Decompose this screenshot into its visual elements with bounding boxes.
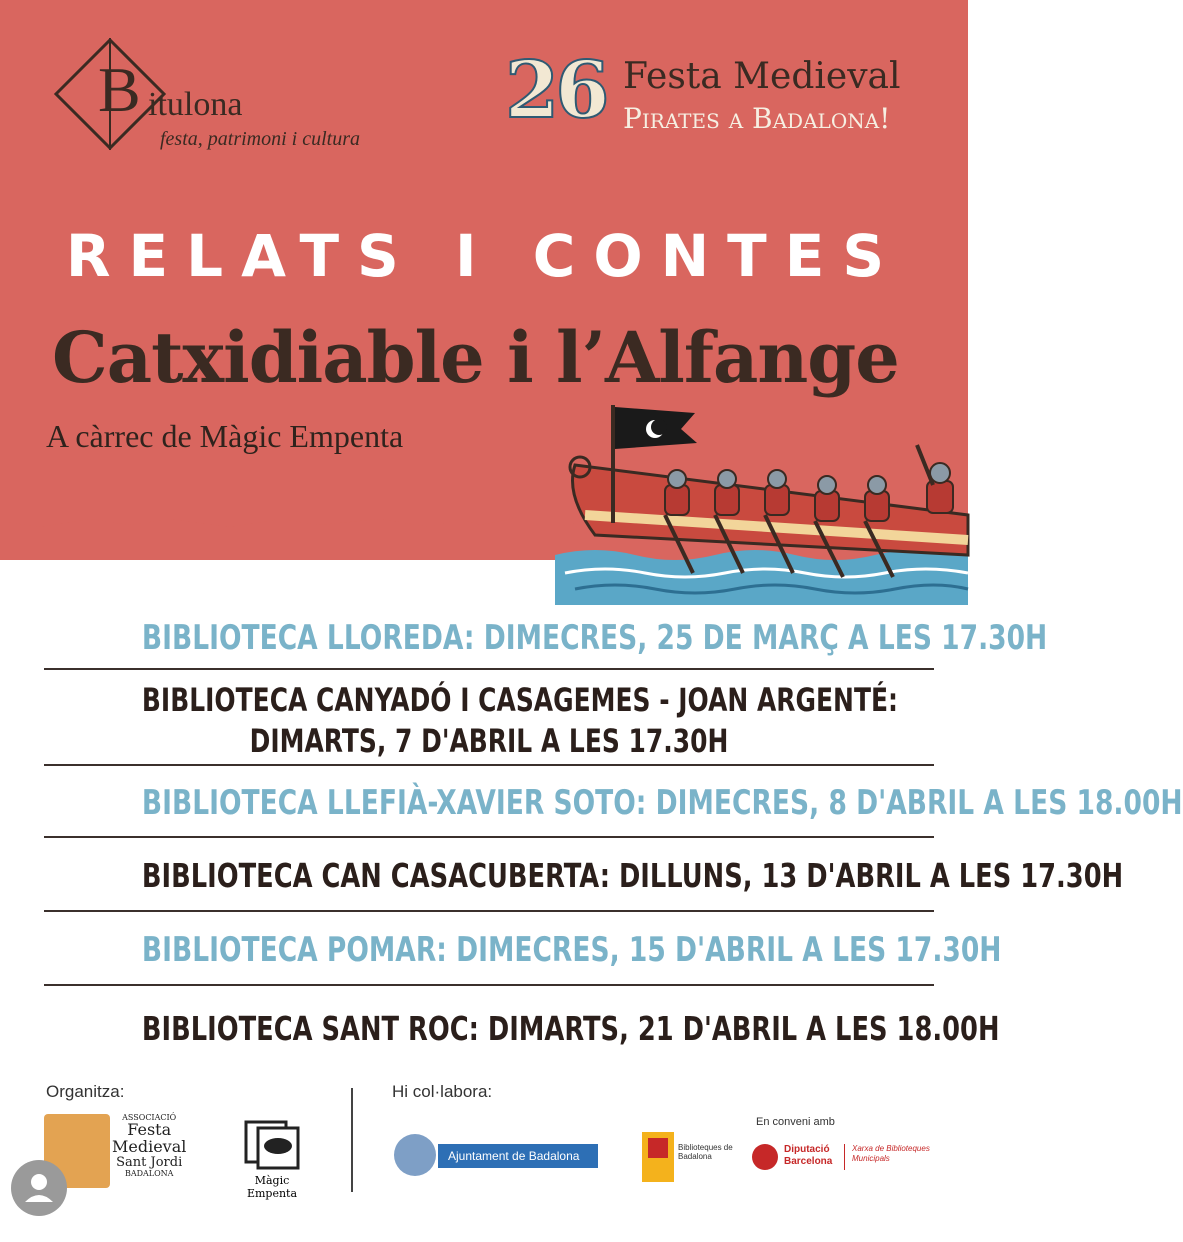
diputacio-logo xyxy=(752,1142,952,1178)
xarxa-name: Xarxa de Biblioteques Municipals xyxy=(852,1144,930,1163)
water-waves xyxy=(555,550,968,605)
badalona-seal-icon xyxy=(394,1134,436,1176)
biblioteques-name: Biblioteques de Badalona xyxy=(678,1143,733,1161)
footer-divider xyxy=(351,1088,353,1192)
user-avatar-icon[interactable] xyxy=(11,1160,67,1216)
schedule-line: BIBLIOTECA SANT ROC: DIMARTS, 21 D'ABRIL A LES 18.00H xyxy=(141,1009,1000,1048)
schedule-item xyxy=(44,912,1002,984)
schedule-item xyxy=(44,986,1000,1068)
assoc-line: Sant Jordi xyxy=(116,1154,183,1170)
magic-empenta-name: Màgic Empenta xyxy=(246,1174,298,1200)
magic-empenta-logo xyxy=(232,1118,312,1200)
schedule-item xyxy=(44,766,1183,836)
organitza-label: Organitza: xyxy=(46,1082,125,1101)
assoc-line: Festa xyxy=(127,1120,172,1140)
assoc-line: Medieval xyxy=(112,1137,187,1157)
pirate-boat-illustration xyxy=(555,405,968,605)
assoc-line: BADALONA xyxy=(124,1168,174,1178)
collabora-label: Hi col·labora: xyxy=(392,1082,493,1101)
schedule-list xyxy=(44,612,1183,1068)
poster-byline: A càrrec de Màgic Empenta xyxy=(46,418,404,454)
diputacio-name: Diputació Barcelona xyxy=(784,1144,833,1167)
biblioteques-badalona-logo xyxy=(642,1132,732,1182)
schedule-line: BIBLIOTECA POMAR: DIMECRES, 15 D'ABRIL A LES 17.30H xyxy=(141,930,1002,970)
bitulona-tagline: festa, patrimoni i cultura xyxy=(160,128,360,150)
schedule-line: BIBLIOTECA CAN CASACUBERTA: DILLUNS, 13 D'ABRIL A LES 17.30H xyxy=(141,856,1124,895)
schedule-line: DIMARTS, 7 D'ABRIL A LES 17.30H xyxy=(249,722,729,760)
bb-logo-icon xyxy=(642,1132,674,1182)
schedule-line: BIBLIOTECA LLOREDA: DIMECRES, 25 DE MARÇ A LES 17.30H xyxy=(141,618,1048,658)
schedule-item xyxy=(44,670,934,764)
assoc-festa-text xyxy=(112,1114,186,1178)
schedule-item xyxy=(44,838,1124,910)
mask-icon xyxy=(242,1118,302,1170)
poster-title: Catxidiable i l’Alfange xyxy=(52,316,899,399)
schedule-item xyxy=(44,612,1048,668)
diputacio-seal-icon xyxy=(752,1144,778,1170)
conveni-label: En conveni amb xyxy=(756,1116,835,1128)
bitulona-logo xyxy=(48,28,408,168)
assoc-line: ASSOCIACIÓ xyxy=(122,1113,177,1122)
footer-sponsors xyxy=(0,1078,968,1242)
schedule-line: BIBLIOTECA LLEFIÀ-XAVIER SOTO: DIMECRES, 8 D'ABRIL A LES 18.00H xyxy=(141,783,1183,823)
schedule-line: BIBLIOTECA CANYADÓ I CASAGEMES - JOAN ARGENTÉ: xyxy=(141,681,899,719)
poster-kicker: RELATS I CONTES xyxy=(65,222,903,290)
festa-title: Festa Medieval xyxy=(623,56,901,97)
bitulona-initial: B xyxy=(98,54,141,125)
bitulona-name: itulona xyxy=(148,86,243,123)
festa-medieval-logo xyxy=(505,45,945,142)
festa-edition-number: 26 xyxy=(505,45,606,136)
ajuntament-name: Ajuntament de Badalona xyxy=(438,1144,598,1168)
festa-subtitle: Pirates a Badalona! xyxy=(623,102,891,135)
